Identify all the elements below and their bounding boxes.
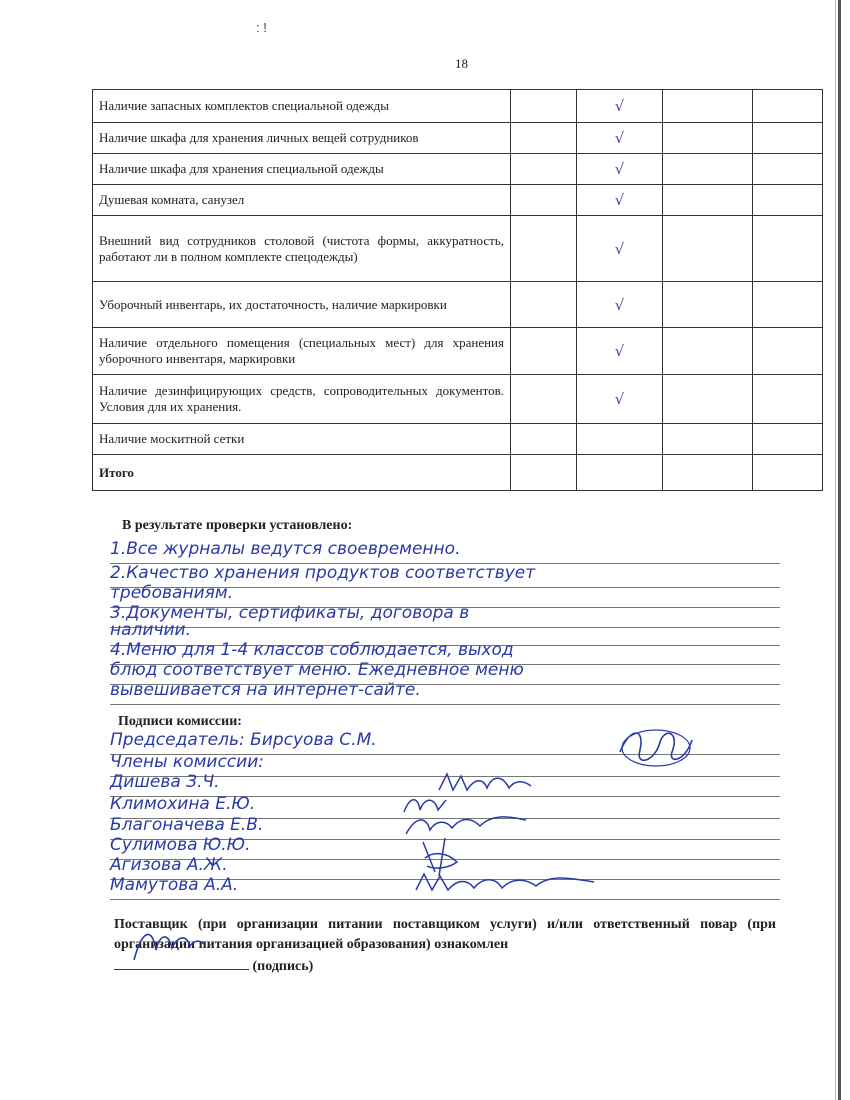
handwritten-line: наличии. (110, 620, 191, 640)
empty-cell (663, 216, 753, 282)
empty-cell (753, 424, 823, 455)
empty-cell (663, 185, 753, 216)
table-row (93, 123, 823, 154)
signature-line: Благоначева Е.В. (110, 815, 264, 835)
criterion-cell: Наличие отдельного помещения (специальных мест) для хранения уборочного инвентаря, маркировки (93, 328, 511, 375)
check-mark: √ (577, 375, 663, 424)
signature-scribble (410, 868, 600, 898)
empty-cell (663, 282, 753, 328)
empty-cell (663, 328, 753, 375)
signature-line: Мамутова А.А. (110, 875, 239, 895)
table-row (93, 328, 823, 375)
handwritten-line: 2.Качество хранения продуктов соответствует (110, 563, 536, 583)
table-row (93, 154, 823, 185)
result-heading: В результате проверки установлено: (122, 518, 353, 533)
table-row (93, 455, 823, 491)
empty-cell (663, 375, 753, 424)
empty-cell (511, 424, 577, 455)
table-row (93, 375, 823, 424)
signature-line: Агизова А.Ж. (110, 855, 228, 875)
empty-cell (577, 455, 663, 491)
table-row (93, 90, 823, 123)
check-mark: √ (577, 216, 663, 282)
footer-text: Поставщик (при организации питании поставщиком услуги) и/или ответственный повар (при организации питания организацией образования) ознакомлен (114, 917, 776, 952)
checklist-table (92, 89, 823, 491)
ruled-line (110, 704, 780, 705)
criterion-cell: Наличие шкафа для хранения специальной одежды (93, 154, 511, 185)
empty-cell (753, 90, 823, 123)
signature-caption: (подпись) (252, 959, 314, 974)
table-row (93, 282, 823, 328)
empty-cell (753, 123, 823, 154)
empty-cell (511, 375, 577, 424)
empty-cell (753, 154, 823, 185)
check-mark (577, 424, 663, 455)
check-mark: √ (577, 185, 663, 216)
empty-cell (511, 282, 577, 328)
scan-edge (838, 0, 841, 1100)
signature-line: Председатель: Бирсуова С.М. (110, 730, 377, 750)
empty-cell (511, 185, 577, 216)
criterion-cell: Наличие москитной сетки (93, 424, 511, 455)
empty-cell (753, 328, 823, 375)
check-mark: √ (577, 123, 663, 154)
empty-cell (511, 154, 577, 185)
signature-line: Члены комиссии: (110, 752, 264, 772)
scan-speck: : ! (256, 20, 267, 35)
check-mark: √ (577, 282, 663, 328)
page-number: 18 (455, 56, 468, 71)
signature-line: Климохина Е.Ю. (110, 794, 256, 814)
ruled-line (110, 899, 780, 900)
empty-cell (753, 185, 823, 216)
handwritten-line: вывешивается на интернет-сайте. (110, 680, 421, 700)
table-row (93, 185, 823, 216)
handwritten-line: блюд соответствует меню. Ежедневное меню (110, 660, 524, 680)
handwritten-line: 3.Документы, сертификаты, договора в (110, 603, 470, 623)
empty-cell (663, 123, 753, 154)
signature-line: Сулимова Ю.Ю. (110, 835, 251, 855)
total-label: Итого (93, 455, 511, 491)
criterion-cell: Внешний вид сотрудников столовой (чистота формы, аккуратность, работают ли в полном комплекте спецодежды) (93, 216, 511, 282)
table-row (93, 424, 823, 455)
signature-line: Дишева З.Ч. (110, 772, 220, 792)
signatures-heading: Подписи комиссии: (118, 714, 242, 729)
empty-cell (663, 424, 753, 455)
signature-scribble (610, 722, 700, 772)
empty-cell (663, 90, 753, 123)
handwritten-line: требованиям. (110, 583, 234, 603)
empty-cell (511, 216, 577, 282)
check-mark: √ (577, 90, 663, 123)
empty-cell (663, 154, 753, 185)
footer-acknowledgement (114, 915, 776, 977)
signature-scribble (435, 768, 535, 796)
table-row (93, 216, 823, 282)
criterion-cell: Наличие шкафа для хранения личных вещей сотрудников (93, 123, 511, 154)
check-mark: √ (577, 328, 663, 375)
check-mark: √ (577, 154, 663, 185)
scan-edge-shadow (835, 0, 836, 1100)
empty-cell (511, 455, 577, 491)
empty-cell (753, 375, 823, 424)
empty-cell (753, 282, 823, 328)
empty-cell (511, 90, 577, 123)
criterion-cell: Наличие запасных комплектов специальной одежды (93, 90, 511, 123)
handwritten-line: 1.Все журналы ведутся своевременно. (110, 539, 461, 559)
handwritten-line: 4.Меню для 1-4 классов соблюдается, выход (110, 640, 514, 660)
empty-cell (663, 455, 753, 491)
empty-cell (511, 328, 577, 375)
signature-scribble (128, 920, 208, 970)
criterion-cell: Уборочный инвентарь, их достаточность, наличие маркировки (93, 282, 511, 328)
empty-cell (753, 455, 823, 491)
criterion-cell: Наличие дезинфицирующих средств, сопроводительных документов. Условия для их хранения. (93, 375, 511, 424)
empty-cell (753, 216, 823, 282)
criterion-cell: Душевая комната, санузел (93, 185, 511, 216)
empty-cell (511, 123, 577, 154)
